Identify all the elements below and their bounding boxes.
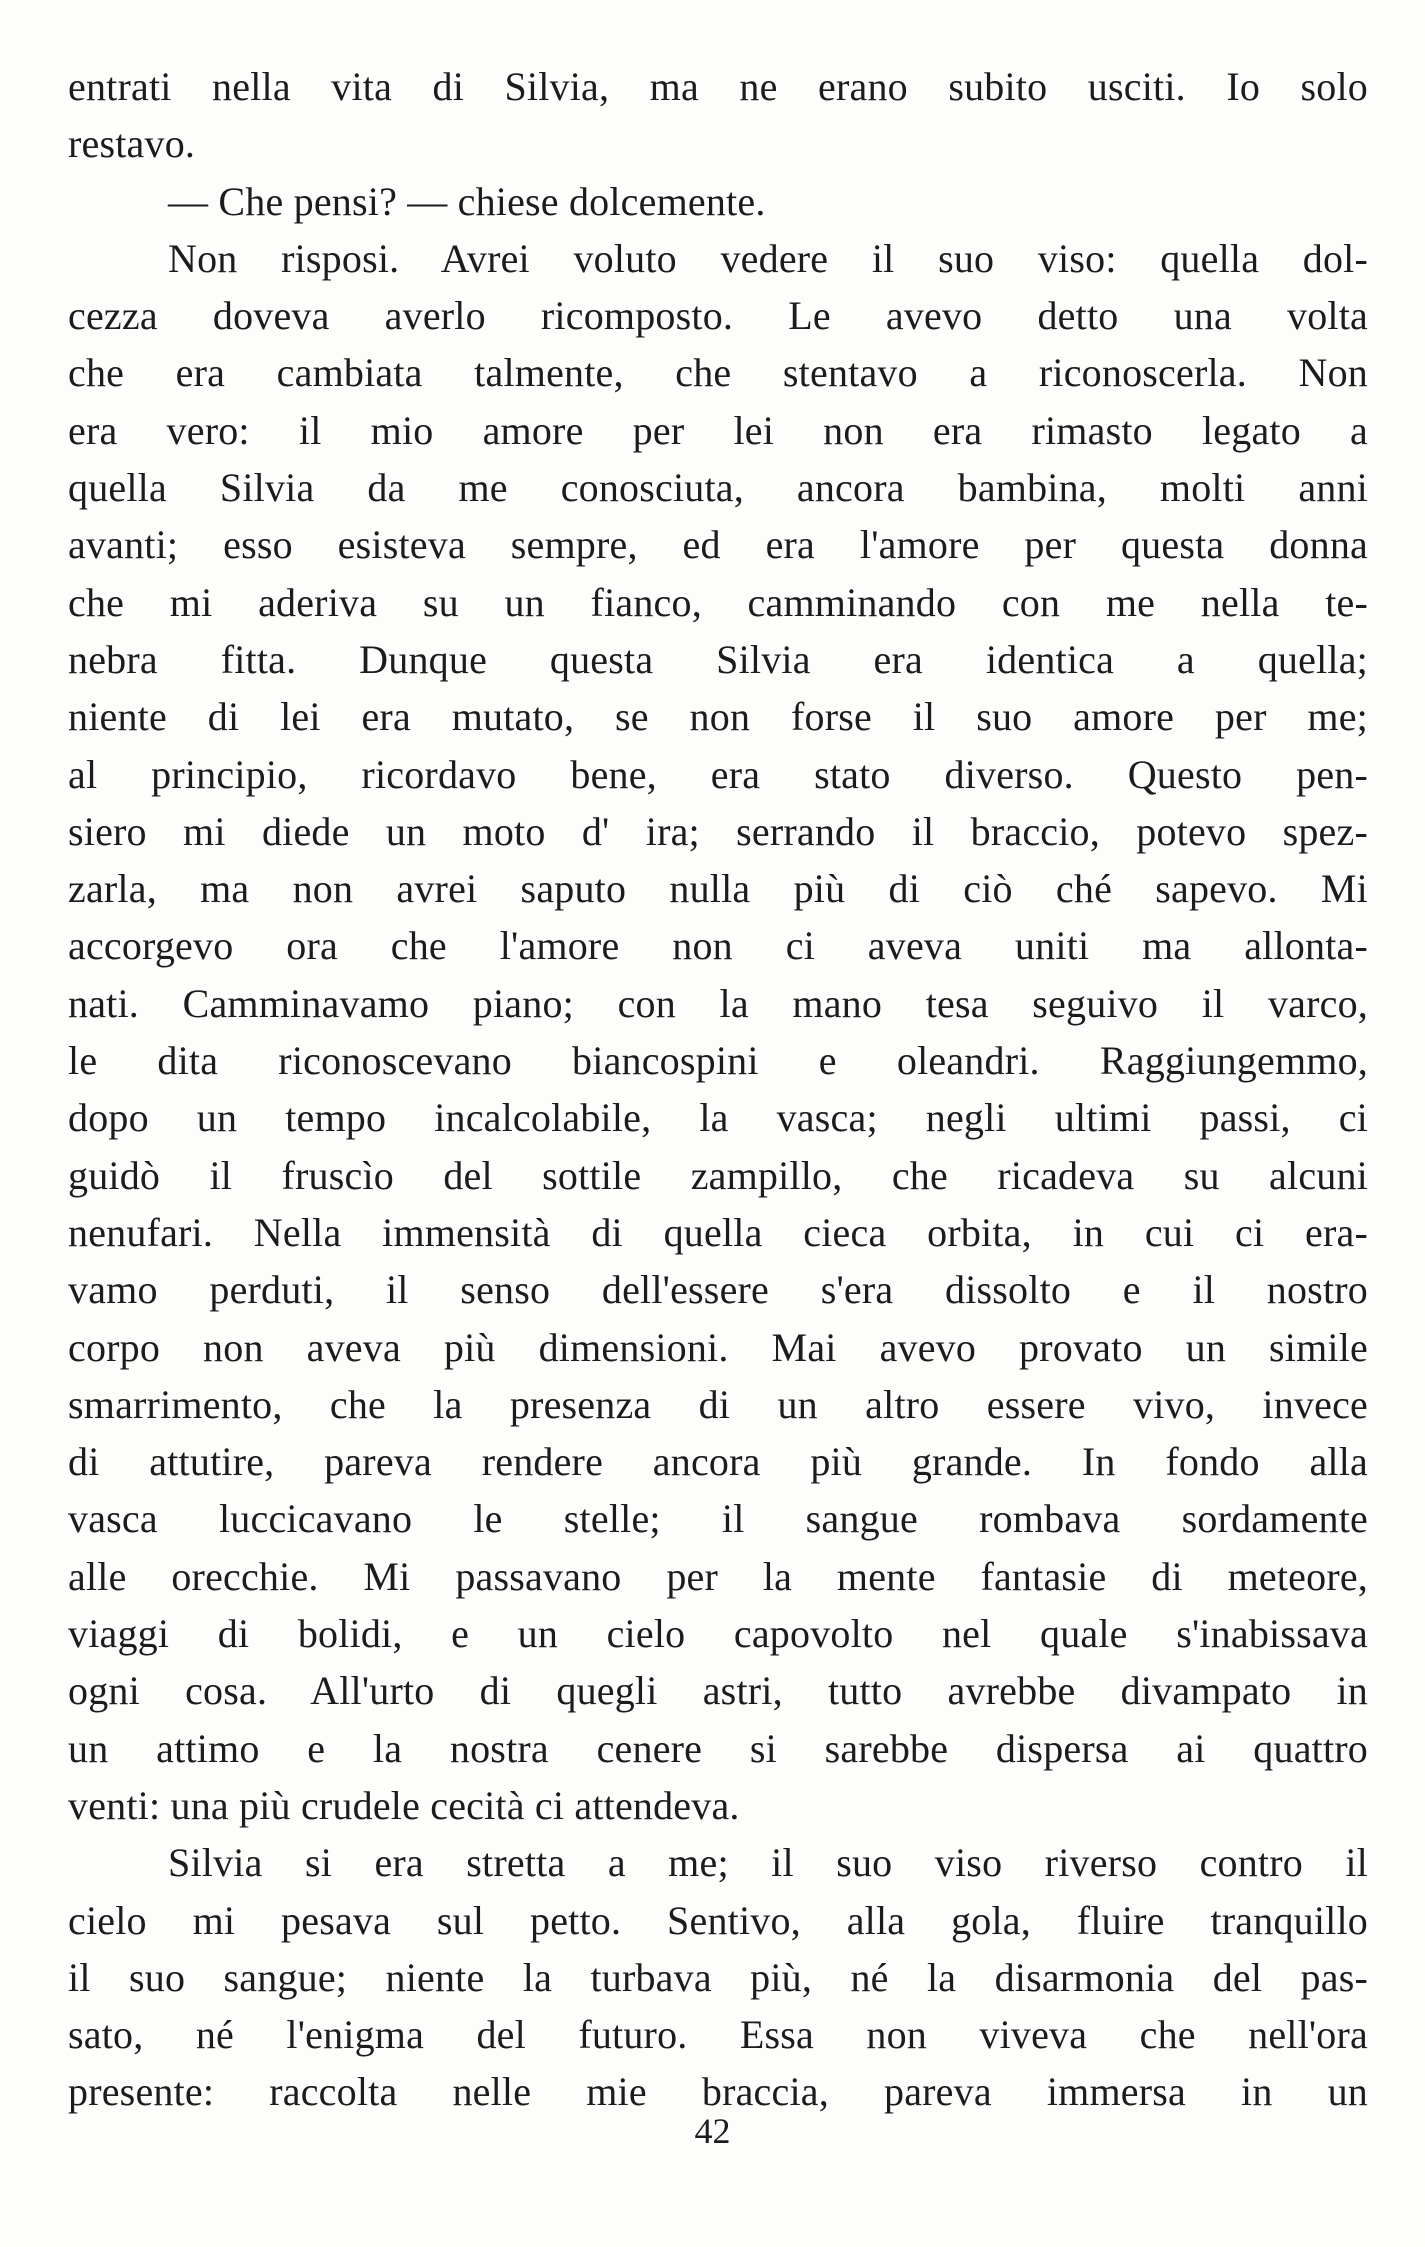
text-line: zarla, ma non avrei saputo nulla più di ciò ché sapevo. Mi (68, 866, 1368, 912)
text-line: alle orecchie. Mi passavano per la mente fantasie di meteore, (68, 1553, 1368, 1599)
text-line: viaggi di bolidi, e un cielo capovolto nel quale s'inabissava (68, 1611, 1368, 1657)
text-line: nenufari. Nella immensità di quella cieca orbita, in cui ci era- (68, 1209, 1368, 1255)
text-line: cezza doveva averlo ricomposto. Le avevo detto una volta (68, 293, 1368, 339)
text-line: guidò il fruscìo del sottile zampillo, che ricadeva su alcuni (68, 1152, 1368, 1198)
text-line: smarrimento, che la presenza di un altro essere vivo, invece (68, 1381, 1368, 1427)
text-line: nati. Camminavamo piano; con la mano tesa seguivo il varco, (68, 980, 1368, 1026)
body-text (68, 58, 1368, 2121)
text-line: presente: raccolta nelle mie braccia, pareva immersa in un (68, 2069, 1368, 2115)
text-line: corpo non aveva più dimensioni. Mai avevo provato un simile (68, 1324, 1368, 1370)
page-number: 42 (694, 2111, 731, 2151)
text-line: Non risposi. Avrei voluto vedere il suo viso: quella dol- (168, 235, 1368, 281)
text-line: restavo. (68, 121, 196, 167)
text-line: il suo sangue; niente la turbava più, né la disarmonia del pas- (68, 1954, 1368, 2000)
text-line: vamo perduti, il senso dell'essere s'era dissolto e il nostro (68, 1267, 1368, 1313)
text-line: un attimo e la nostra cenere si sarebbe dispersa ai quattro (68, 1725, 1368, 1771)
text-line: quella Silvia da me conosciuta, ancora bambina, molti anni (68, 465, 1368, 511)
text-line: sato, né l'enigma del futuro. Essa non viveva che nell'ora (68, 2012, 1368, 2058)
text-line: che mi aderiva su un fianco, camminando con me nella te- (68, 579, 1368, 625)
text-line: venti: una più crudele cecità ci attendeva. (68, 1782, 740, 1828)
text-line: accorgevo ora che l'amore non ci aveva uniti ma allonta- (68, 923, 1368, 969)
text-line: al principio, ricordavo bene, era stato diverso. Questo pen- (68, 751, 1368, 797)
text-line: dopo un tempo incalcolabile, la vasca; negli ultimi passi, ci (68, 1095, 1368, 1141)
text-line: entrati nella vita di Silvia, ma ne erano subito usciti. Io solo (68, 64, 1368, 109)
text-line: siero mi diede un moto d' ira; serrando il braccio, potevo spez- (68, 808, 1368, 854)
text-line: vasca luccicavano le stelle; il sangue rombava sordamente (68, 1496, 1368, 1542)
text-line: niente di lei era mutato, se non forse il suo amore per me; (68, 694, 1368, 740)
text-line: Silvia si era stretta a me; il suo viso riverso contro il (168, 1840, 1368, 1886)
text-line: ogni cosa. All'urto di quegli astri, tutto avrebbe divampato in (68, 1668, 1368, 1714)
text-line: le dita riconoscevano biancospini e oleandri. Raggiungemmo, (68, 1038, 1368, 1084)
text-line: cielo mi pesava sul petto. Sentivo, alla gola, fluire tranquillo (68, 1897, 1368, 1943)
text-line: nebra fitta. Dunque questa Silvia era identica a quella; (68, 636, 1368, 682)
text-line: di attutire, pareva rendere ancora più grande. In fondo alla (68, 1439, 1368, 1485)
text-line: era vero: il mio amore per lei non era rimasto legato a (68, 407, 1368, 453)
text-line: — Che pensi? — chiese dolcemente. (168, 178, 766, 224)
text-line: che era cambiata talmente, che stentavo a riconoscerla. Non (68, 350, 1368, 396)
text-line: avanti; esso esisteva sempre, ed era l'amore per questa donna (68, 522, 1368, 568)
